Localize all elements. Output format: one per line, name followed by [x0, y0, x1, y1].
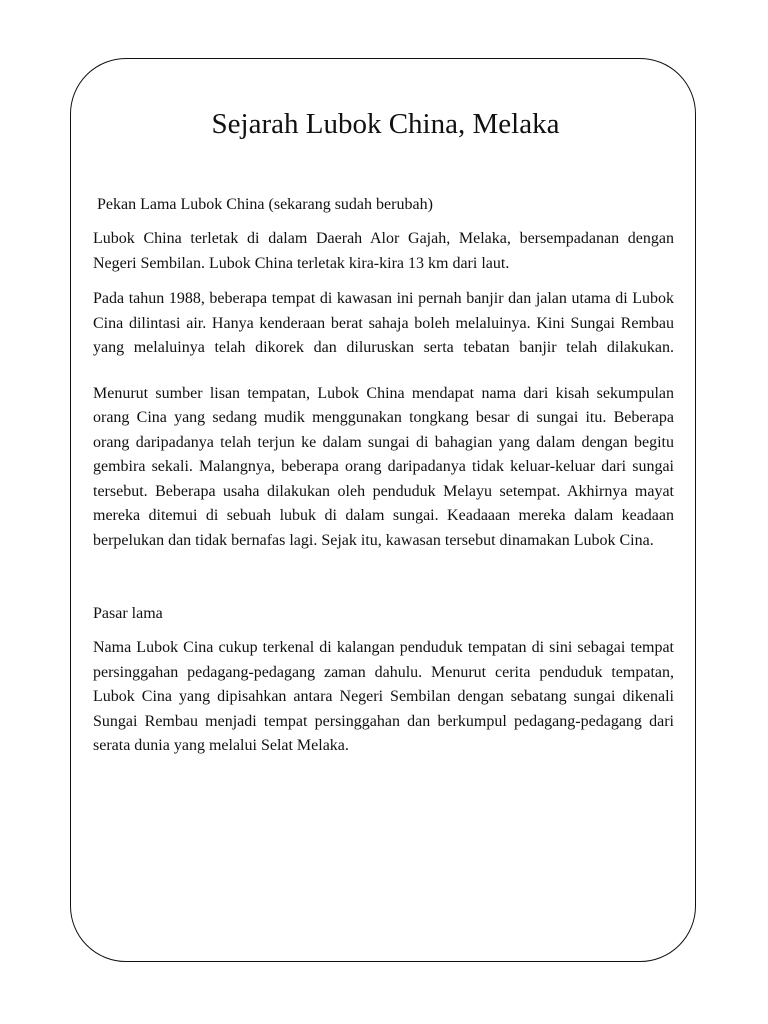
paragraph-name-origin: Menurut sumber lisan tempatan, Lubok China mendapat nama dari kisah sekumpulan orang Cina yang sedang mudik menggunakan tongkang besar di sungai itu. Beberapa orang daripadanya telah terjun ke dalam sungai di bahagian yang dalam dengan begitu gembira sekali. Malangnya, beberapa orang daripadanya tidak keluar-keluar dari sungai tersebut. Beberapa usaha dilakukan oleh penduduk Melayu setempat. Akhirnya mayat mereka ditemui di sebuah lubuk di dalam sungai. Keadaaan mereka dalam keadaan berpelukan dan tidak bernafas lagi. Sejak itu, kawasan tersebut dinamakan Lubok Cina. — [93, 384, 674, 549]
paragraph-old-market: Nama Lubok Cina cukup terkenal di kalangan penduduk tempatan di sini sebagai tempat persinggahan pedagang-pedagang zaman dahulu. Menurut cerita penduduk tempatan, Lubok Cina yang dipisahkan antara Negeri Sembilan dengan sebatang sungai dikenali Sungai Rembau menjadi tempat persinggahan dan berkumpul pedagang-pedagang dari serata dunia yang melalui Selat Melaka. — [93, 639, 674, 754]
page-title: Sejarah Lubok China, Melaka — [211, 108, 560, 140]
paragraph-location: Lubok China terletak di dalam Daerah Alor Gajah, Melaka, bersempadanan dengan Negeri Sembilan. Lubok China terletak kira-kira 13 km dari laut. — [93, 230, 674, 272]
paragraph-flood-history: Pada tahun 1988, beberapa tempat di kawasan ini pernah banjir dan jalan utama di Lubok Cina dilintasi air. Hanya kenderaan berat sahaja boleh melaluinya. Kini Sungai Rembau yang melaluinya telah dikorek dan diluruskan serta tebatan banjir telah dilakukan. — [93, 290, 674, 356]
section-heading-pekan-lama: Pekan Lama Lubok China (sekarang sudah berubah) — [97, 196, 433, 213]
section-heading-pasar-lama: Pasar lama — [93, 605, 163, 622]
document-content — [93, 104, 674, 759]
